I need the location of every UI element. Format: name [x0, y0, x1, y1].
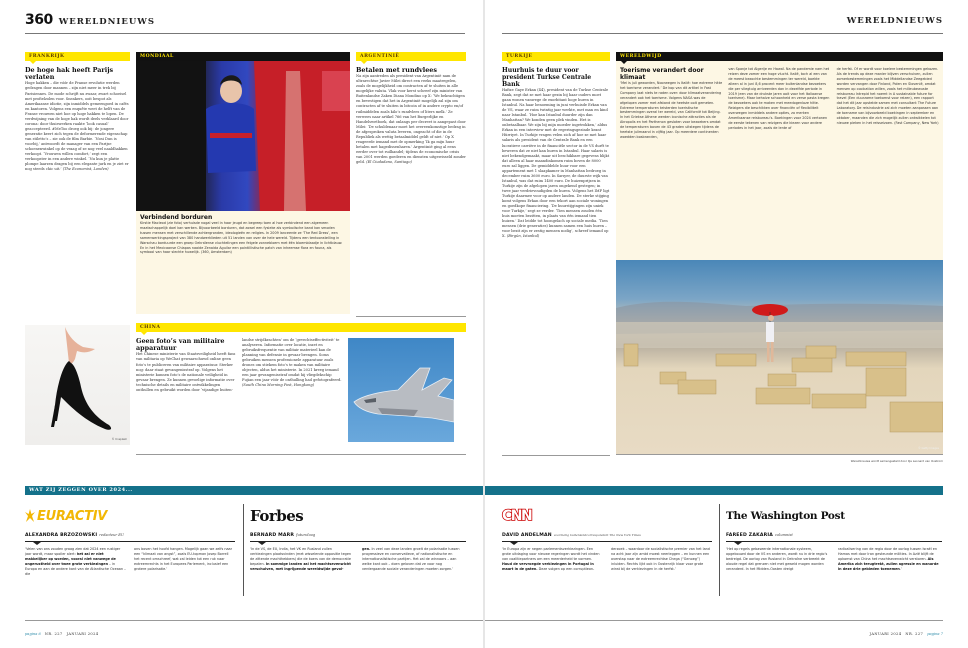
headline: Verbindend borduren	[140, 214, 213, 221]
divider	[356, 316, 466, 317]
quote-col2: ons boven het hoofd hangen. Mogelijk gaan we zelfs naar een “klimaat van angst”, zoals EU-topman Josep Borrell het recent omschreef, wat zal leiden tot een ruk naar extreemrechts in het Europees Parlement, inclusief een grotere polarisatie.’	[134, 547, 233, 571]
article-body-col1: ‘Mei is juli geworden, Noorwegen is Italië: hoe extreme hitte het toerisme verandert.’ De kop van dit artikel in Fast Company laat niets te raden over: door klimaatverandering verandert ook het toerisme. Volgens NASA was de afgelopen zomer met afstand de heetste ooit gemeten. Extreme temperaturen teisterden toeristische bestemmingen overal ter wereld, van Californië tot Beijing. In het Griekse Athene werden iconische attracties als de Akropolis en het Parthenon gesloten voor bezoekers omdat de temperaturen boven de 43 graden uitstegen tijdens de heetste julimaand in vijftig jaar. Op meerdere continenten woedden bosbranden,	[620, 81, 723, 139]
quote-col1	[250, 547, 354, 572]
quote-col2	[838, 547, 942, 572]
author-rule	[250, 541, 466, 542]
quote-text: In veel van deze landen groeit de polarisatie tussen progressieve en conservatieve, of nationalistische en internationalistische partijen. Het zal de winnaars – aan welke kant ook – doen geloven dat ze voor nog verdergaande sociale veranderingen moeten zorgen.’	[362, 547, 460, 571]
quote-highlight: Houd de vervroegde verkiezingen in Portugal in maart in de gaten.	[502, 561, 594, 571]
author-role: redacteur EU	[99, 533, 124, 537]
quote-author	[250, 533, 466, 538]
article-body-col2: van Spanje tot Algerije en Hawaï. Na de pandemie nam het reizen deze zomer een hoge vlucht. Italië, toch al een van de meest bezochte bestemmingen ter wereld, boekte alleen al in juni 8,6 procent meer buitenlandse bezoekers die per vliegtuig arriveerden dan in dezelfde periode in 2019 (een van de drukste jaren ooit voor het Italiaanse toerisme). Maar behalve schoonheid en verse pasta kregen de bezoekers ook te maken met meedogenloze hitte. Reizigers die beschikken over financiën of flexibiliteit overwegen inmiddels andere opties, zo merken Amerikaanse reisbureau’s. Boekingen voor 2024 vertonen de eerste tekenen van reizigers die kiezen voor andere periodes in het jaar, zoals de lente of	[728, 67, 830, 130]
section-tag: MONDIAAL	[136, 52, 350, 61]
quote-text: – in Europa en aan de andere kant van de Atlantische Oceaan – die	[25, 561, 126, 576]
article-wereldwijd	[616, 52, 943, 260]
quote-author	[726, 533, 942, 538]
quote-text: ‘Velen van ons zouden graag zien dat 2024 een rustiger jaar wordt, maar spoiler alert:	[25, 547, 121, 556]
section-tag: ARGENTINIË	[356, 52, 466, 61]
magazine-number: 360	[25, 12, 53, 28]
article-china	[136, 323, 466, 442]
quote-col1	[25, 547, 126, 577]
header-rule	[25, 33, 465, 34]
fighter-jet-illustration	[348, 338, 454, 442]
section-title: WERELDNIEUWS	[58, 17, 155, 27]
issue-date: JANUARI 2024	[66, 632, 99, 636]
quote-col1: ‘Het op regels gebaseerde internationale systeem, opgebouwd door de VS en anderen, wordt nu in drie regio’s bedreigd. De oorlog van Rusland in Oekraïne verbreekt de aloude regel dat grenzen niet met geweld mogen worden veranderd. In het Midden-Oosten dreigt	[726, 547, 828, 571]
quote-text: Deze volgen op een corruptieon-	[537, 566, 595, 571]
source: (El Ciudadano, Santiago)	[366, 160, 412, 164]
source: (Birgün, Istanbul)	[506, 234, 540, 239]
bottom-rule-left	[25, 620, 483, 621]
article-argentinie	[356, 52, 466, 260]
body-text: Kirstie Macleod (zie foto) verhuisde nogal veel in haar jeugd en begreep toen al hoe verbindend een algemeen maatschappelijk doel kan werken. Bijvoorbeeld borduren, dat zowel een fysieke als symbolische band kan smoden tussen mensen met verschillende achtergronden, ideologieën en religies. In 2009 lanceerde ze ‘The Red Dress’, een samenwerkingsproject van 380 handwerklieden uit 51 landen van over de hele wereld. Tijdens een tentoonstelling in Warschau borduurde een groep Oekraïense vluchtelingen een felgele zonnebloem met één bloemblaadje in lichtblauw. En in het Mexicaanse Chiapas naaide Zenaida Aguilar een pointillistische patch van inheemse flora en fauna, als symbool van haar slechte huwelijk.	[140, 221, 343, 255]
bottom-rule-right	[485, 620, 943, 621]
source: (The Economist, Londen)	[62, 167, 109, 172]
article-body	[140, 221, 346, 255]
quote-washington-post	[726, 506, 942, 572]
author-role: futuroloog	[296, 533, 316, 537]
author-name: DAVID ANDELMAN	[502, 533, 552, 538]
body-text: de herfst. Of er wordt voor koelere bestemmingen gekozen. Als de trends op deze manier blijven verschuiven, zullen zomerbestemmingen zoals het Middellandse Zeegebied worden vervangen door Finland, Polen en Slovenië, omdat mensen op coolcation willen, zoals het milieubewuste reisbureau Intrepid het noemt in A sustainable future for travel (Een duurzame toekomst voor reizen), een rapport dat het dit jaar opstelde samen met consultant The Future Laboratory. De reisindustrie zal zich moeten aanpassen aan de toename van bijvoorbeeld boekingen in september en oktober, maanden die zich mogelijk zullen ontwikkelen tot nieuwe pieken in het reisseizoen.	[836, 67, 939, 125]
quote-highlight: In sommige landen zal het machtsevenwicht verschuiven, met ingrijpende wereldwijde gevol-	[250, 561, 351, 571]
quote-text: .’	[899, 566, 902, 571]
photo-credit: © Getty Images	[918, 447, 939, 450]
body-text: landse strijdkrachten’ om de ‘gevechtseffectiviteit’ te analyseren. Informatie over locatie, inzet en gebruiksfrequentie van militair materieel kan de planning van defensie in gevaar brengen. Soms gebruiken mensen professionele apparatuur zoals drones om stiekem foto’s te maken van militaire objecten, aldus het ministerie. In 2021 kreeg iemand een jaar gevangenisstraf omdat hij vliegdekschip Fujian een jaar vóór de onthulling had gefotografeerd.	[242, 338, 342, 383]
page-number: pagina 6	[25, 632, 41, 636]
divider	[136, 454, 466, 455]
quote-col1	[502, 547, 603, 572]
quote-highlight: Als Amerika zich terugtrekt, zullen agressie en wanorde in deze drie gebieden toenemen	[838, 556, 939, 571]
issue-date: JANUARI 2024	[869, 632, 902, 636]
article-body-col1: Het Chinese ministerie van Staatsveiligheid heeft fans van militaria op WeChat gewaarschuwd online geen foto’s te publiceren van militaire apparatuur. Sterker nog: daar staat gevangenisstraf op. Volgens het ministerie kunnen foto’s de nationale veiligheid in gevaar brengen. Ze kunnen gevoelige informatie over technische details en militaire ontwikkelingen onthullen en gebruikt worden door ‘vijandige buiten-	[136, 352, 236, 392]
headline: Toerisme verandert door klimaat	[620, 67, 704, 81]
article-turkije	[502, 52, 610, 380]
cnn-logo	[502, 506, 712, 526]
author-rule	[502, 541, 712, 542]
logo-text: The Washington Post	[726, 510, 845, 522]
quote-col2	[362, 547, 466, 572]
page-number: pagina 7	[927, 632, 943, 636]
compiler-credit: Wereldnieuws wordt samengesteld door Ilja Leonard van Oostrom	[850, 459, 943, 463]
washington-post-logo	[726, 506, 942, 526]
section-tag: TURKIJE	[502, 52, 610, 61]
article-body-col3	[837, 67, 939, 126]
divider	[616, 454, 943, 455]
section-tag: CHINA	[136, 323, 466, 332]
left-footer	[25, 632, 99, 636]
forbes-logo	[250, 506, 466, 526]
quote-author	[502, 533, 712, 538]
section-tag: FRANKRIJK	[25, 52, 130, 61]
quote-text: ‘In de VS, de EU, India, het VK en Rusland zullen verkiezingen plaatsvinden (met wisselende oppositie tegen de zittende machthebbers) die de koers van de democratie bepalen.	[250, 547, 352, 566]
header-rule	[502, 33, 943, 34]
shoe-photo	[25, 325, 130, 445]
author-name: ALEXANDRA BRZOZOWSKI	[25, 533, 98, 538]
source: (Fast Company, New York)	[894, 120, 939, 125]
issue-number: NR. 227	[905, 632, 924, 636]
quotes-banner-fill	[165, 486, 483, 495]
author-rule	[25, 541, 235, 542]
quote-cnn	[502, 506, 712, 572]
author-role: voormalig buitenlandcorrespondent The New York Times	[553, 533, 641, 537]
author-rule	[726, 541, 942, 542]
section-title: WERELDNIEUWS	[846, 16, 943, 26]
body-text: Hafize Gaye Erkan (44), president van de Turkse Centrale Bank, zegt dat ze met haar gezin bij haar ouders moet gaan wonen vanwege de exorbitant hoge huren in Istanbul. Na haar benoeming in juni verhuisde Erkan van de VS, waar ze ruim twintig jaar werkte, met man en kind naar Istanbul. ‘Hoe kan Istanbul duurder zijn dan Manhattan? We konden geen plek vinden. Het is onbetaalbaar. We zijn bij mijn moeder ingetrokken,’ aldus Erkan in een interview met de regeringsgezinde krant Hürriyet. In Turkije vragen velen zich af hoe ze met haar salaris als president van de Centrale Bank en een lucratieve carrière in de financiële sector in de VS durft te beweren dat ze niet kan huren in Istanbul. Haar salaris is niet bekendgemaakt, maar uit beschikbare gegevens blijkt dat alleen al haar maandinkomen ruim boven de 8000 euro zal liggen. De gemiddelde huur voor een appartement met 1 slaapkamer in Manhattan bedroeg in december ruim 3600 euro. In Sarıyer, de duurste wijk van Istanbul, was dat ruim 1400 euro. De huizenprijzen in Turkije zijn de afgelopen jaren ongekend gestegen; in twee jaar verdrievoudigden de huren. Volgens het IMF ligt Turkije daarmee voor op andere landen. De sterke stijging komt volgens Erkan door een tekort aan sociale woningen en goedkope financiering. ‘De huurstijgingen zijn uniek voor Turkije,’ zegt ze verder. ‘Tien mensen zouden één huis moeten bezitten, in plaats van één iemand tien huizen.’ Dat leidde tot hoongelach op sociale media. ‘Tien mensen (drie generaties) kunnen samen een huis huren – voor bezit zijn er zestig mensen nodig’, schreef iemand op X.	[502, 88, 610, 239]
quote-author	[25, 533, 235, 538]
quote-euractiv	[25, 506, 235, 577]
quote-text: ‘In Europa zijn er negen parlementsverkiezingen. Een grote uitdaging voor nieuwe regeringen wordt het vinden van coalitiepartners om een meerderheid te vormen.	[502, 547, 600, 561]
article-body	[502, 88, 610, 380]
source: (360, Amsterdam)	[200, 250, 232, 255]
author-name: FAREED ZAKARIA	[726, 533, 773, 538]
article-body	[25, 81, 130, 233]
column-divider	[243, 504, 244, 596]
author-name: BERNARD MARR	[250, 533, 295, 538]
acropolis-tourist-illustration	[616, 260, 943, 454]
quote-text: radicalisering van de regio door de oorlog tussen Israël en Hamas met door Iran gesteunde milities. In Azië blijft de opkomst van China het machtsevenwicht verstoren.	[838, 547, 938, 561]
quote-forbes	[250, 506, 466, 572]
fighter-jet-photo	[348, 338, 454, 442]
headline: Geen foto’s van militaire apparatuur	[136, 337, 225, 353]
headline: Huurhuis te duur voor president Turkse Centrale Bank	[502, 67, 592, 88]
section-tag: WERELDWIJD	[616, 52, 943, 61]
quotes-banner-left: WAT ZIJ ZEGGEN OVER 2024...	[25, 486, 165, 495]
headline: Betalen met rundvlees	[356, 66, 437, 74]
quote-col2: derzoek – waardoor de socialistische premier van het land na acht jaar zijn ambt moest neerleggen – en kunnen een overstap naar de extreemrechtse Chega (“Genoeg”) inluiden. Rechts lijkt ook in Oostenrijk klaar voor grote winst bij de verkiezingen in de herfst.’	[611, 547, 710, 571]
article-body-col2	[242, 338, 342, 438]
headline: De hoge hak heeft Parijs verlaten	[25, 66, 114, 82]
quote-highlight: gen.	[362, 547, 371, 551]
article-mondiaal	[136, 52, 350, 314]
body-text: Hoge hakken – die vóór de Franse revolutie werden gedragen door mannen – zijn niet meer in trek bij Parisiennes. De mode schrijft nu zwaar, zwart schoeisel met profielzolen voor. Sneakers, ooit bespot als Amerikaanse idiotie, zijn inmiddels gemeengoed in cafés en kantoren. Volgens een enquête weet de helft van de Franse vrouwen niet hoe op hoge hakken te lopen. De verdwijning van de hoge hak wordt deels verklaard door corona: door thuiswerken raakte ‘look casual’ geaccepteerd. #MeToo droeg ook bij: de jongere generatie keert zich tegen de deformerende eigenschap van stiletto’s – zie ook de film Barbie. ‘Nosi Dun is voorbij,’ antwoordt de manager van een Parijse schoenenwinkel op de vraag of ze nog veel naaldhakken verkoopt. ‘Vrouwen willen comfort,’ zegt een verkoopster in een andere winkel. ‘Nu kun je platte plompe laarzen dragen bij een elegante jurk en je ziet er nog steeds chic uit.’	[25, 81, 129, 172]
article-body	[356, 74, 466, 260]
logo-text: CNN	[502, 508, 532, 524]
left-header	[25, 12, 155, 28]
right-footer	[870, 632, 944, 636]
article-frankrijk	[25, 52, 130, 233]
photo-credit: © Unsplash	[111, 438, 127, 441]
high-heel-illustration	[25, 325, 130, 445]
divider	[502, 455, 610, 456]
acropolis-photo	[616, 260, 943, 454]
quotes-banner-right	[485, 486, 943, 495]
woman-with-red-dress-illustration	[136, 61, 350, 211]
euractiv-logo	[25, 506, 235, 526]
issue-number: NR. 227	[44, 632, 63, 636]
source: (South China Morning Post, Hongkong)	[242, 383, 315, 388]
quote-highlight: het zal er niet makkelijker op worden, vooral niet vanwege de ongerustheid over twee grote verkiezingen	[25, 551, 116, 566]
logo-text: Forbes	[250, 507, 304, 525]
column-divider	[719, 504, 720, 596]
logo-text: EURACTIV	[37, 508, 108, 524]
author-role: columnist	[775, 533, 793, 537]
body-text: Na zijn aantreden als president van Argentinië nam de ultrarechtse Javier Milei direct een reeks maatregelen, zoals de mogelijkheid om contracten af te sluiten in alle mogelijke valuta. Vlak voor kerst schreef zijn minister van Buitenlandse Zaken Diana Mondino op X: ‘We bekrachtigen en bevestigen dat het in Argentinië mogelijk zal zijn om contracten af te sluiten in bitcoin of in andere crypto en/of ruilmiddelen zoals kilo’s rundvlees of liters melk.’ Ze verwees naar artikel 766 van het Burgerlijke en Handelswetboek, dat onlangs per decreet is aangepast door Milei: ‘De schuldenaar moet het overeenkomstige bedrag in de afgesproken valuta leveren, ongeacht of die in de Republiek als wettig betaalmiddel geldt of niet.’ Op X reageerde iemand met de opmerking ‘Ik ga mijn huur betalen met hagedissenharen.’ Argentinië ging al eens eerder over tot ruilhandel; tijdens de economische crisis van 2001 werden goederen en diensten uitgewisseld zonder geld.	[356, 74, 466, 164]
embroidery-photo	[136, 61, 350, 211]
euractiv-star-icon	[25, 509, 35, 523]
